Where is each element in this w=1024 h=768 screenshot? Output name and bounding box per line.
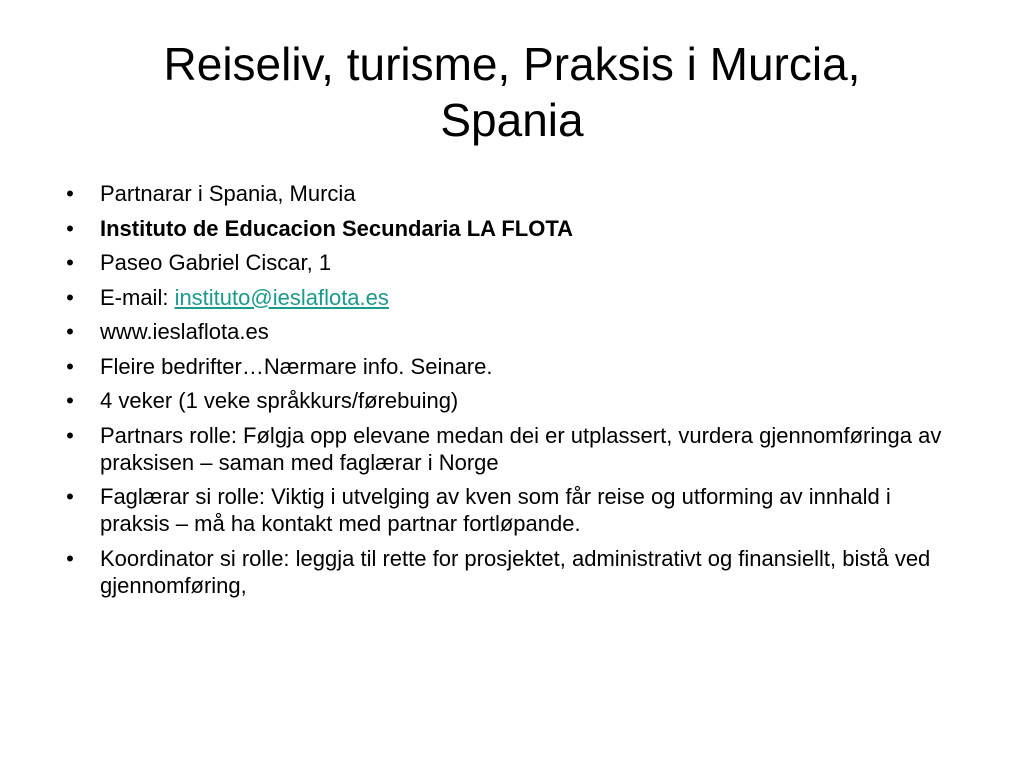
bullet-text: Faglærar si rolle: Viktig i utvelging av kven som får reise og utforming av innhald i praksis – må ha kontakt med partnar fortløpande. (100, 484, 891, 536)
bullet-dot-icon: • (66, 484, 74, 509)
bullet-dot-icon: • (66, 353, 74, 379)
slide-title (50, 36, 974, 148)
bullet-dot-icon: • (66, 181, 74, 206)
bullet-item-companies (60, 353, 960, 380)
bullet-text: Partnars rolle: Følgja opp elevane medan dei er utplassert, vurdera gjennomføringa av praksisen – saman med faglærar i Norge (100, 422, 942, 475)
bullet-text: Instituto de Educacion Secundaria LA FLOTA (100, 215, 574, 241)
bullet-dot-icon: • (66, 422, 74, 448)
bullet-item-website (60, 318, 960, 345)
bullet-dot-icon: • (66, 284, 74, 310)
bullet-text: Fleire bedrifter…Nærmare info. Seinare. (100, 353, 493, 379)
bullet-dot-icon: • (66, 388, 74, 413)
slide-title-line-1: Reiseliv, turisme, Praksis i Murcia, (163, 38, 861, 90)
bullet-item-email (60, 284, 960, 311)
bullet-dot-icon: • (66, 215, 74, 241)
bullet-text: Paseo Gabriel Ciscar, 1 (100, 250, 332, 275)
bullet-text: Partnarar i Spania, Murcia (100, 181, 356, 206)
slide-title-line-2: Spania (440, 94, 584, 146)
bullet-item-partners (60, 180, 960, 207)
bullet-item-coordinator-role (60, 545, 960, 599)
bullet-item-partner-role (60, 422, 960, 476)
bullet-item-duration (60, 387, 960, 414)
bullet-text: 4 veker (1 veke språkkurs/førebuing) (100, 388, 459, 413)
bullet-text: E-mail: (100, 284, 175, 310)
email-link[interactable]: instituto@ieslaflota.es (174, 284, 389, 310)
bullet-text: www.ieslaflota.es (100, 319, 269, 344)
bullet-dot-icon: • (66, 250, 74, 275)
bullet-item-institution (60, 215, 960, 242)
bullet-item-teacher-role (60, 483, 960, 537)
bullet-dot-icon: • (66, 545, 74, 571)
bullet-item-address (60, 249, 960, 276)
bullet-dot-icon: • (66, 319, 74, 344)
bullet-text: Koordinator si rolle: leggja til rette for prosjektet, administrativt og finansiellt, bistå ved gjennomføring, (100, 545, 931, 598)
bullet-list (60, 180, 960, 606)
